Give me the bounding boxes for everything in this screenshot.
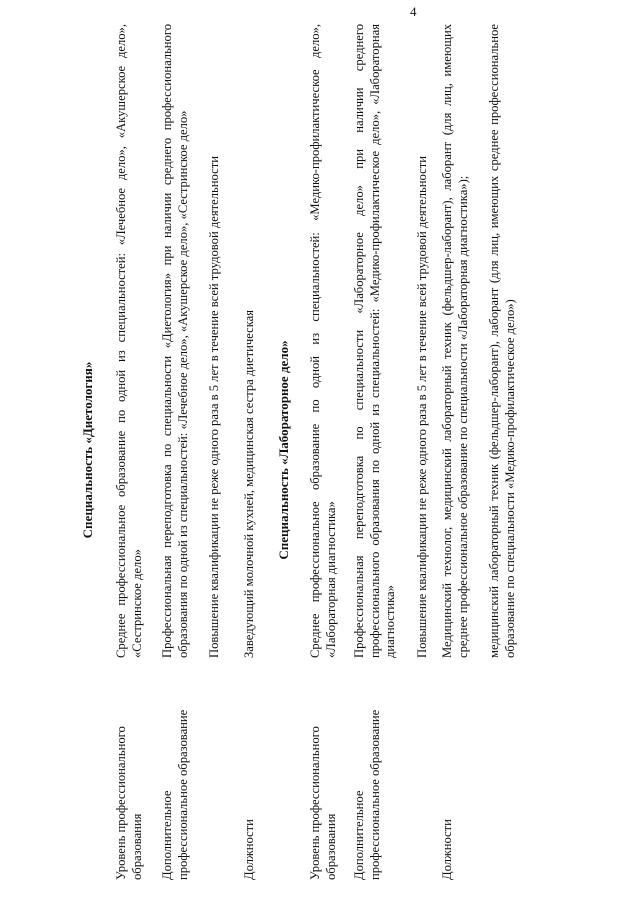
- row-content-additional-education: [352, 24, 430, 658]
- row-content-positions: [242, 24, 258, 658]
- row-label-additional-education: Дополнительное профессиональное образование: [160, 709, 190, 880]
- content-paragraph: Заведующий молочной кухней, медицинская сестра диетическая: [242, 309, 256, 658]
- row-label-education-level: Уровень профессионального образования: [114, 726, 144, 880]
- section-title-laboratory: Специальность «Лабораторное дело»: [276, 340, 291, 560]
- content-paragraph: Повышение квалификации не реже одного раза в 5 лет в течение всей трудовой деятельности: [414, 156, 429, 658]
- page-number: 4: [410, 4, 417, 19]
- content-paragraph: Среднее профессиональное образование по одной из специальностей: «Лечебное дело», «Акушерское дело», «Сестринское дело»: [114, 24, 144, 658]
- content-paragraph: медицинский лабораторный техник (фельдшер-лаборант), лаборант (для лиц, имеющих среднее профессиональное образование по специальности «Медико-профилактическое дело»): [487, 24, 517, 658]
- row-label-positions: Должности: [440, 819, 454, 880]
- row-label-additional-education: Дополнительное профессиональное образование: [352, 709, 382, 880]
- row-label-positions: Должности: [242, 819, 256, 880]
- row-content-additional-education: [160, 24, 223, 658]
- row-content-education-level: [308, 24, 339, 658]
- content-paragraph: Медицинский технолог, медицинский лабораторный техник (фельдшер-лаборант), лаборант (для лиц, имеющих среднее профессиональное образование по специальности «Лабораторная диагностика»);: [440, 24, 470, 658]
- rotated-document-body: [44, 20, 600, 880]
- row-content-positions: [440, 24, 518, 658]
- content-paragraph: Профессиональная переподготовка по специальности «Лабораторное дело» при наличии среднего профессионального образования по одной из специальностей: «Медико-профилактическое дело», «Лабораторная диагностика»: [352, 24, 397, 658]
- content-paragraph: Профессиональная переподготовка по специальности «Диетология» при наличии среднего профессионального образования по одной из специальностей: «Лечебное дело», «Акушерское дело», «Сестринское дело»: [160, 24, 190, 658]
- row-label-education-level: Уровень профессионального образования: [308, 726, 338, 880]
- row-content-education-level: [114, 24, 145, 658]
- section-title-dietology: Специальность «Диетология»: [80, 361, 95, 539]
- content-paragraph: Среднее профессиональное образование по одной из специальностей: «Медико-профилактическое дело», «Лабораторная диагностика»: [308, 24, 338, 658]
- content-paragraph: Повышение квалификации не реже одного раза в 5 лет в течение всей трудовой деятельности: [207, 156, 221, 658]
